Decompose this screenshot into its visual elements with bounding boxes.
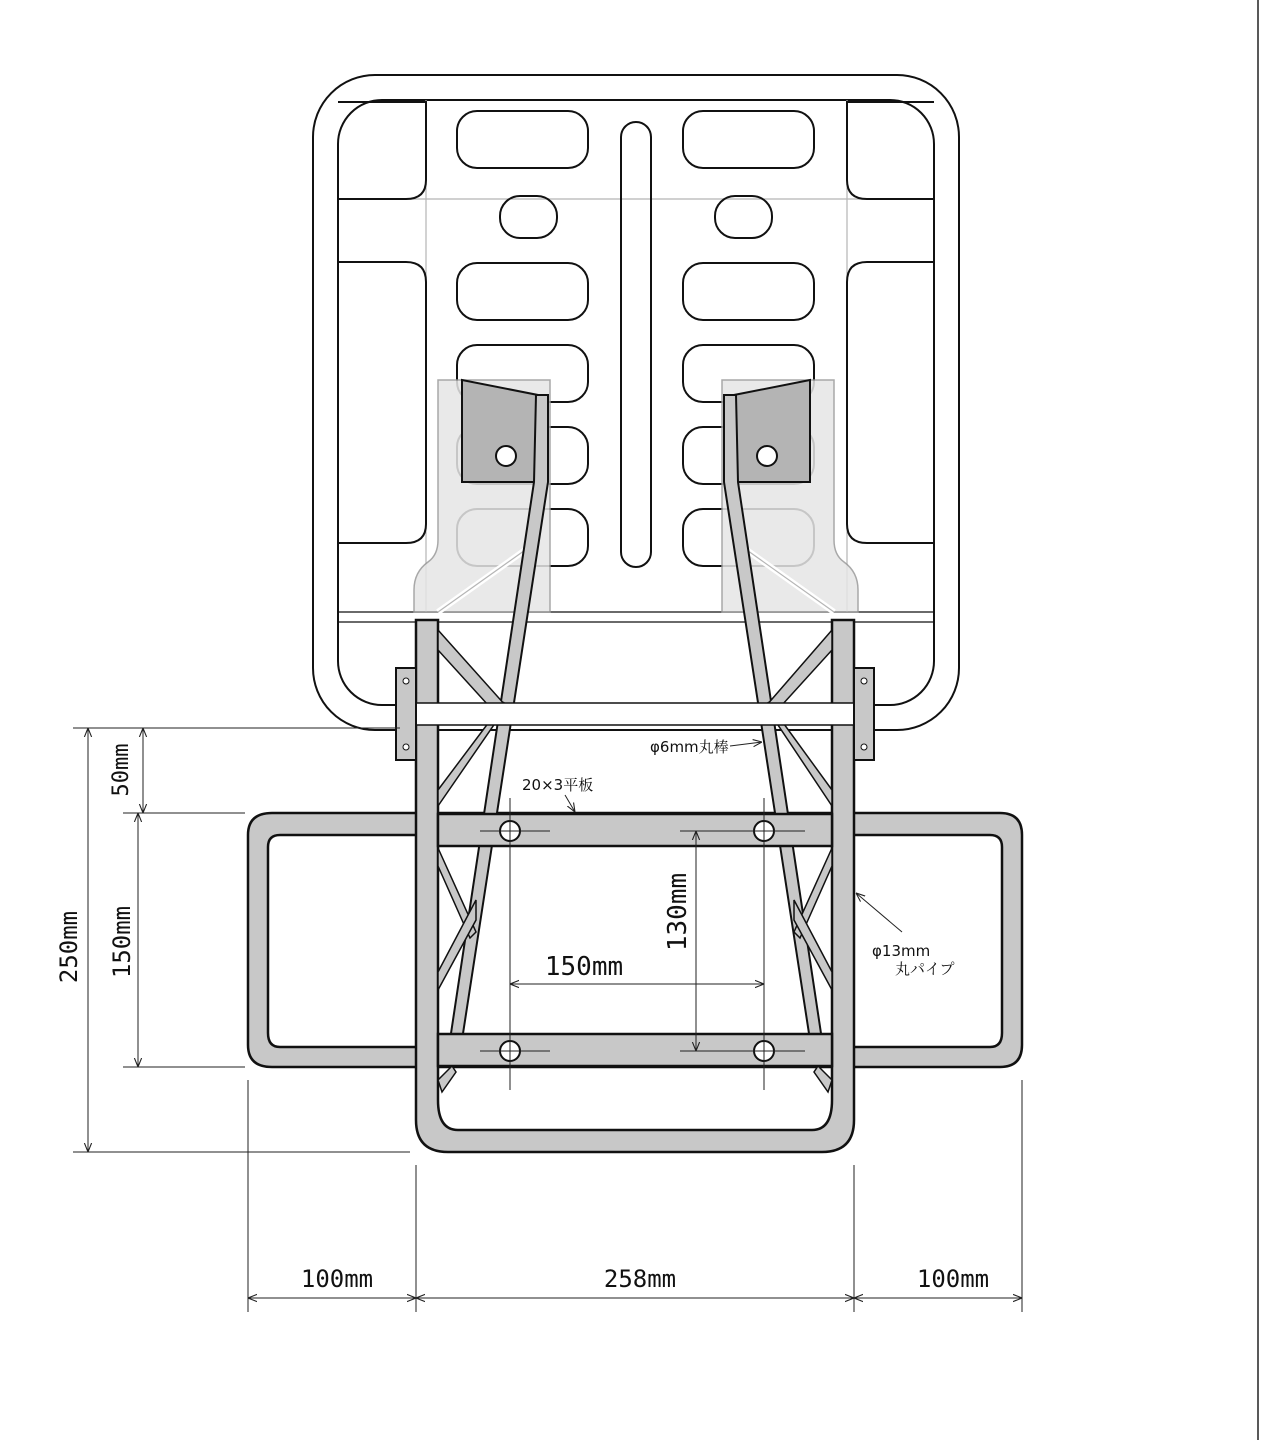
bolt-hole	[496, 446, 516, 466]
slot	[683, 263, 814, 320]
oval-hole	[715, 196, 772, 238]
outer-wide-frame	[248, 813, 1022, 1067]
dim-150mm-horizontal: 150mm	[544, 952, 624, 982]
dim-100mm-left: 100mm	[300, 1265, 374, 1293]
note-plate: 20×3平板	[522, 776, 594, 794]
slot	[683, 111, 814, 168]
dim-50mm: 50mm	[109, 743, 134, 797]
dim-258mm: 258mm	[603, 1265, 677, 1293]
note-pipe-type: 丸パイプ	[895, 960, 955, 978]
bolt-hole	[757, 446, 777, 466]
dim-130mm: 130mm	[663, 872, 693, 952]
oval-hole	[500, 196, 557, 238]
note-pipe-size: φ13mm	[872, 942, 931, 960]
slot	[457, 111, 588, 168]
carrier-plate	[313, 75, 959, 730]
dim-150mm-vertical: 150mm	[108, 905, 136, 979]
dim-100mm-right: 100mm	[916, 1265, 990, 1293]
note-rod: φ6mm丸棒	[650, 738, 729, 756]
mount-brackets	[462, 380, 810, 482]
dim-250mm: 250mm	[55, 910, 83, 984]
slot	[457, 263, 588, 320]
